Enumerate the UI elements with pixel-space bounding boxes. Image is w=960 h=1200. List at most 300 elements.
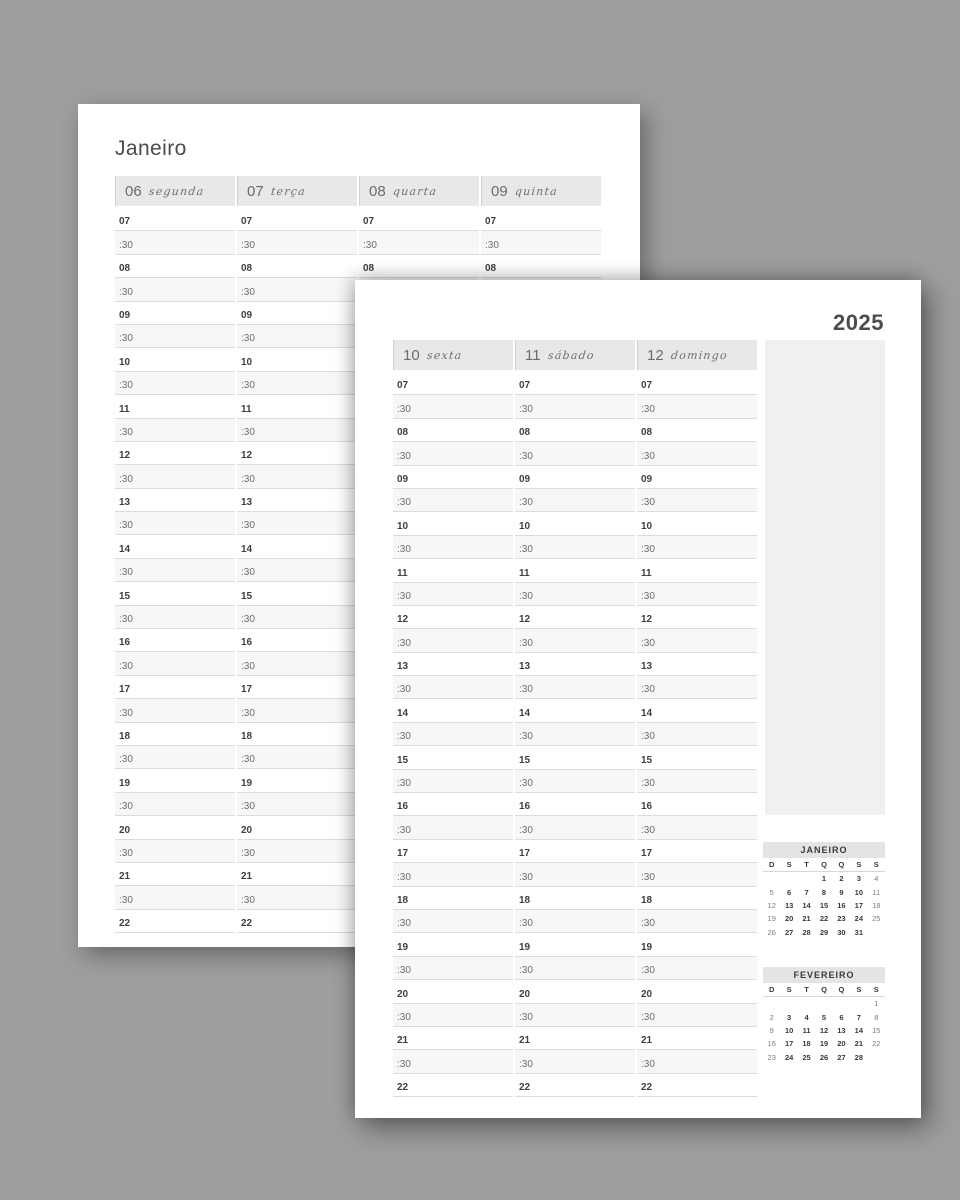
- mini-calendar-day[interactable]: 6: [787, 887, 792, 897]
- time-slot[interactable]: [115, 652, 235, 675]
- time-slot[interactable]: [637, 863, 757, 886]
- time-slot[interactable]: [515, 489, 635, 512]
- time-slot[interactable]: [115, 676, 235, 699]
- time-slot[interactable]: [637, 536, 757, 559]
- time-slot[interactable]: [481, 255, 601, 278]
- day-header-chip[interactable]: [237, 176, 357, 206]
- time-slot[interactable]: [393, 1050, 513, 1073]
- day-header-chip[interactable]: [393, 340, 513, 370]
- time-slot-label: 17: [241, 684, 253, 696]
- mini-calendar-day[interactable]: 18: [802, 1039, 811, 1049]
- time-slot[interactable]: [515, 512, 635, 535]
- time-slot[interactable]: [515, 1074, 635, 1097]
- time-slot-label: :30: [641, 497, 655, 509]
- time-slot[interactable]: [515, 583, 635, 606]
- mini-calendar-day[interactable]: 15: [872, 1025, 881, 1035]
- mini-calendar-weekday: T: [804, 985, 809, 994]
- mini-calendar-weekday: S: [786, 860, 792, 869]
- time-slot[interactable]: [115, 886, 235, 909]
- time-slot[interactable]: [515, 699, 635, 722]
- time-slot[interactable]: [237, 348, 357, 371]
- time-slot-label: 11: [119, 403, 130, 415]
- day-header-chip[interactable]: [637, 340, 757, 370]
- mini-calendar-day[interactable]: 14: [854, 1025, 864, 1035]
- mini-calendar-day[interactable]: 20: [784, 914, 794, 924]
- time-slot[interactable]: [637, 980, 757, 1003]
- day-weekday-label: quinta: [514, 184, 559, 198]
- mini-calendar-day[interactable]: [763, 872, 780, 885]
- time-slot[interactable]: [237, 863, 357, 886]
- time-slot[interactable]: [237, 302, 357, 325]
- mini-calendar-day[interactable]: 19: [819, 1039, 829, 1049]
- mini-calendar-day[interactable]: 1: [874, 999, 879, 1009]
- mini-calendar-day[interactable]: 15: [819, 900, 829, 910]
- time-slot-label: 10: [119, 356, 131, 368]
- mini-calendar-week-row: [763, 1051, 885, 1064]
- time-slot[interactable]: [115, 699, 235, 722]
- mini-calendar-day[interactable]: 1: [821, 874, 827, 884]
- mini-calendar-day[interactable]: 2: [769, 1012, 774, 1022]
- mini-calendar-day[interactable]: 31: [854, 927, 864, 937]
- time-slot[interactable]: [393, 419, 513, 442]
- time-slot-label: 13: [519, 661, 531, 673]
- time-slot[interactable]: [115, 208, 235, 231]
- time-slot[interactable]: [393, 699, 513, 722]
- day-header-chip[interactable]: [515, 340, 635, 370]
- day-header-row-left: [115, 176, 601, 206]
- time-slot[interactable]: [115, 325, 235, 348]
- mini-calendar-day[interactable]: 24: [784, 1052, 794, 1062]
- mini-calendar-day[interactable]: 5: [769, 887, 774, 897]
- time-slot[interactable]: [393, 489, 513, 512]
- mini-calendar-day[interactable]: 7: [856, 1012, 861, 1022]
- mini-calendar-day[interactable]: 17: [854, 900, 864, 910]
- time-slot-label: :30: [519, 1058, 533, 1070]
- mini-calendar-day[interactable]: [868, 1051, 885, 1064]
- time-slot[interactable]: [115, 746, 235, 769]
- time-slot[interactable]: [515, 723, 635, 746]
- mini-calendar-day[interactable]: [780, 872, 797, 885]
- time-slot-label: 20: [397, 988, 409, 1000]
- time-slot[interactable]: [637, 395, 757, 418]
- mini-calendar-day[interactable]: 8: [821, 887, 827, 897]
- time-slot-label: :30: [119, 754, 133, 766]
- time-slot[interactable]: [637, 466, 757, 489]
- day-number: 06: [125, 182, 142, 200]
- time-slot[interactable]: [115, 606, 235, 629]
- time-slot[interactable]: [637, 1004, 757, 1027]
- time-slot[interactable]: [637, 372, 757, 395]
- mini-calendar-day[interactable]: [868, 926, 885, 939]
- time-slot[interactable]: [393, 770, 513, 793]
- mini-calendar-day[interactable]: 8: [874, 1012, 879, 1022]
- time-slot[interactable]: [237, 629, 357, 652]
- time-slot[interactable]: [393, 1074, 513, 1097]
- time-slot[interactable]: [515, 933, 635, 956]
- time-slot[interactable]: [637, 933, 757, 956]
- mini-calendar-day[interactable]: 21: [854, 1039, 864, 1049]
- time-slot-label: 21: [119, 871, 131, 883]
- mini-calendar-day[interactable]: 6: [839, 1012, 844, 1022]
- time-slot[interactable]: [637, 1050, 757, 1073]
- time-slot[interactable]: [237, 278, 357, 301]
- time-slot[interactable]: [393, 1004, 513, 1027]
- time-slot[interactable]: [237, 231, 357, 254]
- time-slot[interactable]: [359, 208, 479, 231]
- time-slot[interactable]: [637, 629, 757, 652]
- time-slot[interactable]: [515, 793, 635, 816]
- time-slot[interactable]: [515, 653, 635, 676]
- time-slot[interactable]: [515, 372, 635, 395]
- time-slot[interactable]: [637, 442, 757, 465]
- time-slot[interactable]: [237, 746, 357, 769]
- mini-calendar-day[interactable]: 25: [872, 914, 881, 924]
- mini-calendar-day[interactable]: 14: [802, 900, 811, 910]
- time-slot[interactable]: [637, 676, 757, 699]
- time-slot[interactable]: [237, 419, 357, 442]
- time-slot[interactable]: [393, 395, 513, 418]
- mini-calendar-day[interactable]: [780, 997, 797, 1010]
- time-slot[interactable]: [115, 512, 235, 535]
- time-slot-label: 13: [397, 661, 409, 673]
- time-slot[interactable]: [481, 231, 601, 254]
- mini-calendar-day[interactable]: 12: [767, 900, 776, 910]
- day-column: [637, 372, 757, 1097]
- time-slot[interactable]: [237, 325, 357, 348]
- time-slot-label: :30: [241, 333, 255, 345]
- mini-calendar-day[interactable]: 20: [837, 1039, 846, 1049]
- mini-calendar-day[interactable]: 13: [784, 900, 794, 910]
- page-title: Janeiro: [115, 137, 187, 160]
- time-slot-label: :30: [641, 778, 655, 790]
- time-slot[interactable]: [515, 910, 635, 933]
- mini-calendar-janeiro: [763, 842, 885, 939]
- time-slot[interactable]: [393, 536, 513, 559]
- time-slot[interactable]: [515, 629, 635, 652]
- time-slot[interactable]: [237, 465, 357, 488]
- time-slot-label: :30: [641, 731, 655, 743]
- time-slot[interactable]: [393, 816, 513, 839]
- time-slot[interactable]: [637, 489, 757, 512]
- time-slot[interactable]: [115, 793, 235, 816]
- time-slot[interactable]: [115, 395, 235, 418]
- time-slot-label: :30: [397, 544, 411, 556]
- mini-calendar-day[interactable]: 28: [854, 1052, 864, 1062]
- mini-calendar-day[interactable]: 4: [874, 874, 879, 884]
- time-slot-label: :30: [641, 1011, 655, 1023]
- time-slot[interactable]: [237, 372, 357, 395]
- mini-calendar-day[interactable]: 18: [872, 900, 881, 910]
- time-slot[interactable]: [515, 746, 635, 769]
- time-slot[interactable]: [115, 840, 235, 863]
- time-slot[interactable]: [115, 629, 235, 652]
- time-slot[interactable]: [115, 910, 235, 933]
- day-column: [393, 372, 513, 1097]
- mini-calendar-day[interactable]: 2: [839, 874, 844, 884]
- time-slot-label: :30: [241, 286, 255, 298]
- time-slot[interactable]: [237, 208, 357, 231]
- mini-calendar-day[interactable]: 11: [802, 1025, 811, 1035]
- time-slot[interactable]: [393, 653, 513, 676]
- time-slot[interactable]: [515, 887, 635, 910]
- time-slot[interactable]: [637, 770, 757, 793]
- time-slot[interactable]: [515, 840, 635, 863]
- time-slot[interactable]: [393, 583, 513, 606]
- time-slot[interactable]: [237, 816, 357, 839]
- mini-calendar-day[interactable]: [833, 997, 850, 1010]
- time-slot[interactable]: [637, 723, 757, 746]
- day-column: [115, 208, 235, 933]
- time-slot-label: 17: [519, 848, 531, 860]
- time-slot[interactable]: [237, 606, 357, 629]
- mini-calendar-weekday: Q: [838, 985, 845, 994]
- time-slot[interactable]: [115, 489, 235, 512]
- time-slot[interactable]: [481, 208, 601, 231]
- time-slot[interactable]: [515, 816, 635, 839]
- mini-calendar-day[interactable]: 9: [839, 887, 844, 897]
- time-slot[interactable]: [637, 1027, 757, 1050]
- time-slot[interactable]: [515, 442, 635, 465]
- time-slot-label: 10: [519, 520, 531, 532]
- time-slot[interactable]: [237, 255, 357, 278]
- mini-calendar-day[interactable]: 25: [802, 1052, 811, 1062]
- time-slot[interactable]: [393, 606, 513, 629]
- time-slot[interactable]: [237, 840, 357, 863]
- time-slot[interactable]: [237, 793, 357, 816]
- mini-calendar-day[interactable]: 3: [856, 874, 861, 884]
- time-slot[interactable]: [237, 699, 357, 722]
- mini-calendar-day[interactable]: 26: [767, 927, 776, 937]
- mini-calendar-day[interactable]: 10: [854, 887, 864, 897]
- time-slot[interactable]: [393, 559, 513, 582]
- mini-calendar-day[interactable]: [798, 872, 815, 885]
- time-slot[interactable]: [393, 793, 513, 816]
- mini-calendar-day[interactable]: [850, 997, 867, 1010]
- time-slot[interactable]: [115, 302, 235, 325]
- mini-calendar-day[interactable]: 10: [784, 1025, 794, 1035]
- time-slot-label: :30: [641, 824, 655, 836]
- time-slot[interactable]: [237, 723, 357, 746]
- time-slot[interactable]: [115, 816, 235, 839]
- time-slot-label: 21: [241, 871, 253, 883]
- time-slot[interactable]: [237, 442, 357, 465]
- time-slot[interactable]: [637, 419, 757, 442]
- mini-calendar-weekday: Q: [821, 985, 827, 994]
- time-slot-label: :30: [119, 473, 133, 485]
- time-slot[interactable]: [515, 980, 635, 1003]
- time-slot[interactable]: [393, 840, 513, 863]
- time-slot[interactable]: [115, 559, 235, 582]
- mini-calendar-day[interactable]: [798, 997, 815, 1010]
- time-slot[interactable]: [393, 910, 513, 933]
- time-slot[interactable]: [237, 395, 357, 418]
- time-slot[interactable]: [515, 1027, 635, 1050]
- time-slot[interactable]: [237, 559, 357, 582]
- time-slot[interactable]: [359, 255, 479, 278]
- time-slot[interactable]: [115, 535, 235, 558]
- time-slot[interactable]: [637, 606, 757, 629]
- planner-page-right: [355, 280, 921, 1118]
- mini-calendar-day[interactable]: 26: [819, 1052, 829, 1062]
- time-slot[interactable]: [637, 583, 757, 606]
- time-slot[interactable]: [115, 278, 235, 301]
- time-slot-label: :30: [119, 567, 133, 579]
- time-slot-label: :30: [397, 497, 411, 509]
- time-slot[interactable]: [393, 466, 513, 489]
- time-slot[interactable]: [637, 816, 757, 839]
- mini-calendar-day[interactable]: 11: [872, 887, 881, 897]
- time-slot[interactable]: [237, 652, 357, 675]
- time-slot[interactable]: [115, 372, 235, 395]
- time-slot[interactable]: [237, 512, 357, 535]
- mini-calendar-day[interactable]: 4: [804, 1012, 809, 1022]
- mini-calendar-day[interactable]: 13: [837, 1025, 846, 1035]
- time-slot[interactable]: [115, 255, 235, 278]
- time-slot[interactable]: [115, 442, 235, 465]
- mini-calendar-weekday: S: [786, 985, 792, 994]
- time-slot[interactable]: [393, 372, 513, 395]
- mini-calendar-day[interactable]: 12: [819, 1025, 829, 1035]
- mini-calendar-day[interactable]: 29: [819, 927, 829, 937]
- mini-calendar-day[interactable]: 22: [819, 914, 829, 924]
- time-slot[interactable]: [115, 723, 235, 746]
- time-slot-label: 13: [641, 661, 653, 673]
- time-slot[interactable]: [515, 606, 635, 629]
- time-slot[interactable]: [393, 887, 513, 910]
- mini-calendar-day[interactable]: 23: [837, 914, 846, 924]
- time-slot[interactable]: [393, 957, 513, 980]
- time-slot[interactable]: [115, 582, 235, 605]
- mini-calendar-day[interactable]: 22: [872, 1039, 881, 1049]
- time-slot[interactable]: [515, 395, 635, 418]
- mini-calendar-day[interactable]: [763, 997, 780, 1010]
- notes-panel[interactable]: [765, 340, 885, 815]
- time-slot[interactable]: [115, 863, 235, 886]
- mini-calendar-weekday-row: [763, 983, 885, 997]
- time-slot[interactable]: [393, 512, 513, 535]
- time-slot-label: 14: [241, 543, 253, 555]
- time-slot[interactable]: [515, 536, 635, 559]
- mini-calendar-day[interactable]: 28: [802, 927, 811, 937]
- time-slot[interactable]: [515, 419, 635, 442]
- day-header-chip[interactable]: [359, 176, 479, 206]
- time-slot[interactable]: [237, 535, 357, 558]
- time-slot[interactable]: [637, 746, 757, 769]
- time-slot[interactable]: [393, 723, 513, 746]
- time-slot[interactable]: [115, 419, 235, 442]
- time-slot[interactable]: [237, 769, 357, 792]
- time-slot[interactable]: [393, 442, 513, 465]
- time-slot-label: :30: [641, 965, 655, 977]
- time-slot-label: 07: [519, 380, 531, 392]
- mini-calendar-day[interactable]: 23: [767, 1052, 776, 1062]
- time-slot[interactable]: [115, 769, 235, 792]
- time-slot[interactable]: [515, 770, 635, 793]
- time-slot[interactable]: [515, 676, 635, 699]
- mini-calendar-day[interactable]: 27: [784, 927, 794, 937]
- time-slot[interactable]: [393, 863, 513, 886]
- day-header-chip[interactable]: [481, 176, 601, 206]
- time-slot[interactable]: [637, 887, 757, 910]
- mini-calendar-weekday: Q: [838, 860, 845, 869]
- time-slot[interactable]: [637, 699, 757, 722]
- time-slot[interactable]: [359, 231, 479, 254]
- time-slot[interactable]: [637, 793, 757, 816]
- time-slot[interactable]: [393, 676, 513, 699]
- time-slot[interactable]: [237, 582, 357, 605]
- time-slot[interactable]: [115, 348, 235, 371]
- time-slot[interactable]: [237, 676, 357, 699]
- time-slot[interactable]: [115, 231, 235, 254]
- time-slot[interactable]: [393, 746, 513, 769]
- time-slot[interactable]: [637, 512, 757, 535]
- day-header-chip[interactable]: [115, 176, 235, 206]
- time-slot-label: :30: [119, 660, 133, 672]
- time-slot-label: 07: [241, 216, 253, 228]
- time-slot[interactable]: [637, 910, 757, 933]
- mini-calendar-day[interactable]: 17: [784, 1039, 794, 1049]
- time-slot-label: :30: [641, 637, 655, 649]
- mini-calendar-day[interactable]: 3: [787, 1012, 792, 1022]
- time-slot[interactable]: [237, 489, 357, 512]
- time-slot[interactable]: [515, 466, 635, 489]
- mini-calendar-day[interactable]: 16: [767, 1039, 776, 1049]
- mini-calendar-day[interactable]: 16: [837, 900, 846, 910]
- time-slot-label: :30: [397, 403, 411, 415]
- time-slot[interactable]: [515, 559, 635, 582]
- time-slot[interactable]: [637, 1074, 757, 1097]
- time-slot[interactable]: [237, 886, 357, 909]
- mini-calendar-day[interactable]: 24: [854, 914, 864, 924]
- time-slot[interactable]: [115, 465, 235, 488]
- time-slot[interactable]: [515, 1050, 635, 1073]
- mini-calendar-day[interactable]: 21: [802, 914, 811, 924]
- time-slot[interactable]: [637, 840, 757, 863]
- day-column: [515, 372, 635, 1097]
- time-slot[interactable]: [393, 1027, 513, 1050]
- mini-calendar-day[interactable]: 9: [769, 1025, 774, 1035]
- day-header-row-right: [393, 340, 757, 370]
- mini-calendar-day[interactable]: 7: [804, 887, 809, 897]
- mini-calendar-day[interactable]: 5: [821, 1012, 827, 1022]
- time-slot-label: :30: [485, 239, 499, 251]
- time-slot-label: :30: [519, 684, 533, 696]
- time-slot[interactable]: [637, 653, 757, 676]
- mini-calendar-day[interactable]: 30: [837, 927, 846, 937]
- time-slot-label: 18: [241, 730, 253, 742]
- mini-calendar-day[interactable]: [815, 997, 832, 1010]
- mini-calendar-weekday: S: [873, 860, 879, 869]
- time-slot[interactable]: [393, 629, 513, 652]
- time-slot-label: 19: [519, 941, 531, 953]
- time-slot-label: 16: [119, 637, 131, 649]
- time-slot[interactable]: [515, 957, 635, 980]
- time-slot[interactable]: [393, 980, 513, 1003]
- time-slot[interactable]: [237, 910, 357, 933]
- time-slot[interactable]: [515, 863, 635, 886]
- time-slot[interactable]: [637, 559, 757, 582]
- day-number: 10: [403, 346, 420, 364]
- mini-calendar-day[interactable]: 27: [837, 1052, 846, 1062]
- time-slot[interactable]: [637, 957, 757, 980]
- time-slot-label: 18: [397, 894, 409, 906]
- time-slot-label: :30: [641, 450, 655, 462]
- time-slot-label: 11: [397, 567, 408, 579]
- time-slot[interactable]: [393, 933, 513, 956]
- mini-calendar-day[interactable]: 19: [767, 914, 776, 924]
- time-slot[interactable]: [515, 1004, 635, 1027]
- time-slot-label: :30: [397, 1058, 411, 1070]
